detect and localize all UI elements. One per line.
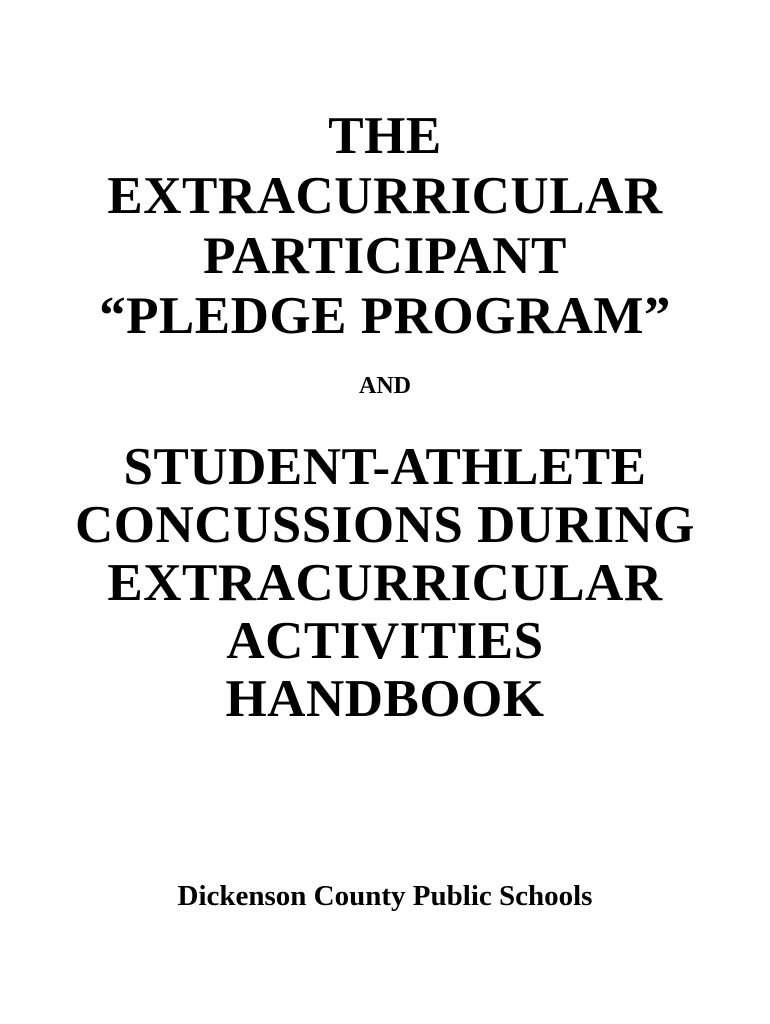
subtitle-line: STUDENT-ATHLETE	[123, 438, 647, 496]
subtitle-line: CONCUSSIONS DURING	[74, 496, 696, 554]
document-title	[0, 106, 770, 346]
organization-name: Dickenson County Public Schools	[177, 880, 593, 912]
conjunction-text: AND	[359, 373, 411, 399]
document-subtitle	[0, 438, 770, 728]
title-line: EXTRACURRICULAR	[107, 167, 663, 225]
title-line: THE	[328, 107, 442, 165]
subtitle-line: HANDBOOK	[225, 670, 545, 728]
title-line: PARTICIPANT	[203, 227, 567, 285]
title-line: “PLEDGE PROGRAM”	[99, 287, 671, 345]
subtitle-line: EXTRACURRICULAR	[107, 554, 663, 612]
subtitle-line: ACTIVITIES	[226, 612, 544, 670]
